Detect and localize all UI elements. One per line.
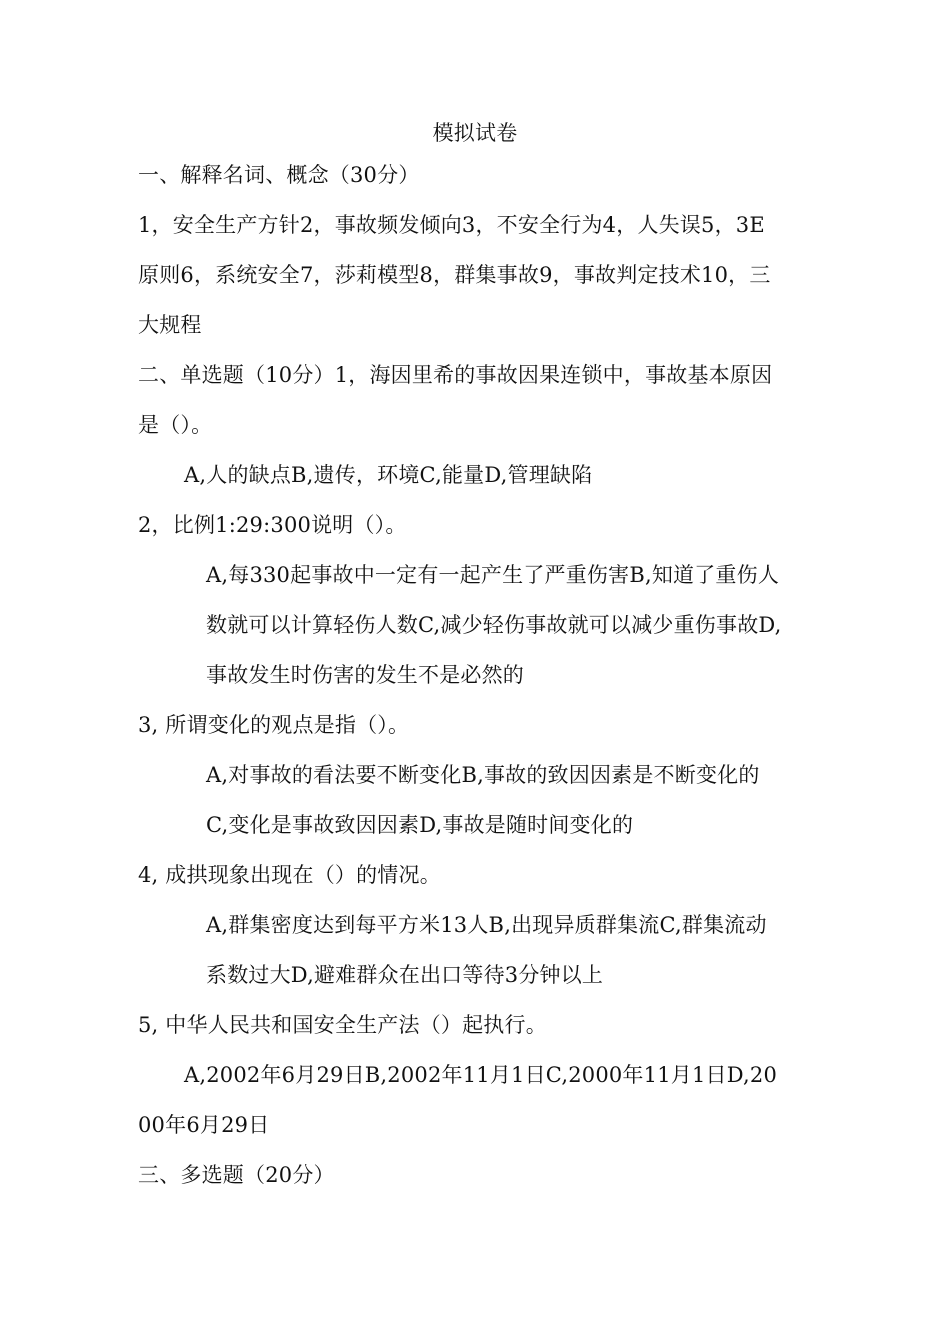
q3-stem: 3, 所谓变化的观点是指（）。	[138, 713, 410, 737]
q2-options-line3: 事故发生时伤害的发生不是必然的	[206, 663, 524, 687]
section1-terms-line3: 大规程	[138, 313, 202, 337]
q5-options-line2: 00年6月29日	[138, 1113, 270, 1137]
section2-heading-line2: 是（）。	[138, 413, 213, 437]
q4-options-line1: A,群集密度达到每平方米13人B,出现异质群集流C,群集流动	[206, 913, 767, 937]
section1-terms-line1: 1，安全生产方针2，事故频发倾向3，不安全行为4，人失误5，3E	[138, 213, 765, 237]
document-title: 模拟试卷	[432, 121, 518, 145]
q2-options-line2: 数就可以计算轻伤人数C,减少轻伤事故就可以减少重伤事故D,	[206, 613, 782, 637]
q5-options-line1: A,2002年6月29日B,2002年11月1日C,2000年11月1日D,20	[184, 1063, 778, 1087]
section3-heading: 三、多选题（20分）	[138, 1163, 335, 1187]
section1-terms-line2: 原则6，系统安全7，莎莉模型8，群集事故9，事故判定技术10，三	[138, 263, 771, 287]
q5-stem: 5, 中华人民共和国安全生产法（）起执行。	[138, 1013, 547, 1037]
q4-stem: 4, 成拱现象出现在（）的情况。	[138, 863, 441, 887]
q3-options-line1: A,对事故的看法要不断变化B,事故的致因因素是不断变化的	[206, 763, 760, 787]
q2-stem: 2，比例1:29:300说明（）。	[138, 513, 407, 537]
q1-options: A,人的缺点B,遗传，环境C,能量D,管理缺陷	[184, 463, 593, 487]
q4-options-line2: 系数过大D,避难群众在出口等待3分钟以上	[206, 963, 604, 987]
section1-heading: 一、解释名词、概念（30分）	[138, 163, 420, 187]
q3-options-line2: C,变化是事故致因因素D,事故是随时间变化的	[206, 813, 634, 837]
q2-options-line1: A,每330起事故中一定有一起产生了严重伤害B,知道了重伤人	[206, 563, 780, 587]
section2-heading-line1: 二、单选题（10分）1，海因里希的事故因果连锁中，事故基本原因	[138, 363, 773, 387]
